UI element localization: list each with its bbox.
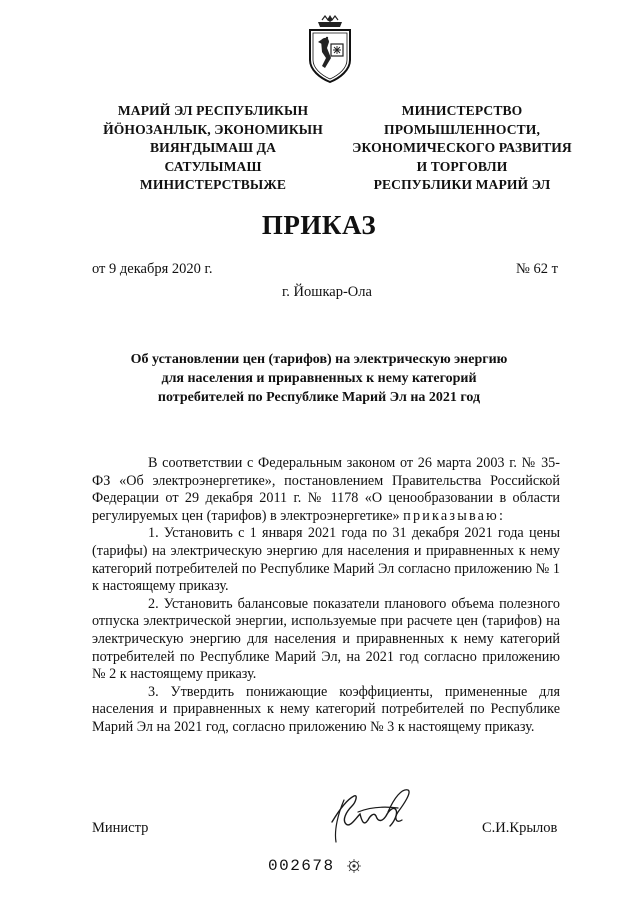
- order-item: 3. Утвердить понижающие коэффициенты, примененные для населения и приравненных к нему категорий потребителей по Республике Марий Эл на 2021 год, согласно приложению № 3 к настоящему приказу.: [92, 683, 560, 735]
- order-body: [92, 455, 560, 737]
- order-word: приказываю:: [403, 507, 506, 524]
- ministry-name-russian: [342, 102, 582, 195]
- header-right-line: И ТОРГОВЛИ: [416, 158, 508, 174]
- header-right-line: ПРОМЫШЛЕННОСТИ,: [384, 121, 540, 137]
- preamble-text: В соответствии с Федеральным законом от 26 марта 2003 г. № 35-ФЗ «Об электроэнергетике», постановлением Правительства Российской Федерации от 29 декабря 2011 г. № 1178 «О ценообразовании в области регулируемых цен (тарифов) в электроэнергетике»: [92, 455, 560, 524]
- handwritten-signature: [318, 782, 426, 852]
- order-city: г. Йошкар-Ола: [282, 284, 372, 300]
- signatory-name: С.И.Крылов: [482, 820, 558, 836]
- document-title: ПРИКАЗ: [261, 210, 377, 240]
- ornament-icon: [346, 858, 362, 874]
- subject-line: Об установлении цен (тарифов) на электрическую энергию: [130, 352, 508, 367]
- form-serial-number: 002678: [268, 857, 335, 875]
- ministry-name-mari: [102, 102, 324, 195]
- signatory-title: Министр: [92, 820, 149, 836]
- header-right-line: РЕСПУБЛИКИ МАРИЙ ЭЛ: [373, 177, 551, 193]
- header-left-line: ВИЯҤДЫМАШ ДА: [149, 140, 277, 156]
- order-item: 2. Установить балансовые показатели планового объема полезного отпуска электрической энергии, используемые при расчете цен (тарифов) на электрическую энергию для населения и приравненных к нему категорий потребителей по Республике Марий Эл, на 2021 год согласно приложению № 2 к настоящему приказу.: [92, 595, 560, 683]
- order-date: от 9 декабря 2020 г.: [92, 261, 213, 277]
- coat-of-arms-icon: [302, 12, 358, 84]
- preamble-paragraph: [92, 455, 560, 525]
- order-number: № 62 т: [516, 261, 558, 277]
- subject-line: для населения и приравненных к нему категорий: [161, 371, 477, 386]
- header-right-line: ЭКОНОМИЧЕСКОГО РАЗВИТИЯ: [352, 140, 572, 156]
- subject-line: потребителей по Республике Марий Эл на 2021 год: [157, 390, 481, 405]
- order-subject: [0, 350, 638, 407]
- header-left-line: САТУЛЫМАШ: [164, 158, 262, 174]
- header-right-line: МИНИСТЕРСТВО: [401, 103, 523, 118]
- header-left-line: МИНИСТЕРСТВЫЖЕ: [139, 177, 287, 193]
- header-left-line: МАРИЙ ЭЛ РЕСПУБЛИКЫН: [117, 103, 309, 118]
- order-item: 1. Установить с 1 января 2021 года по 31 декабря 2021 года цены (тарифы) на электрическую энергию для населения и приравненных к нему категорий потребителей по Республике Марий Эл согласно приложению № 1 к настоящему приказу.: [92, 525, 560, 595]
- header-left-line: ЙӦНОЗАНЛЫК, ЭКОНОМИКЫН: [103, 121, 323, 137]
